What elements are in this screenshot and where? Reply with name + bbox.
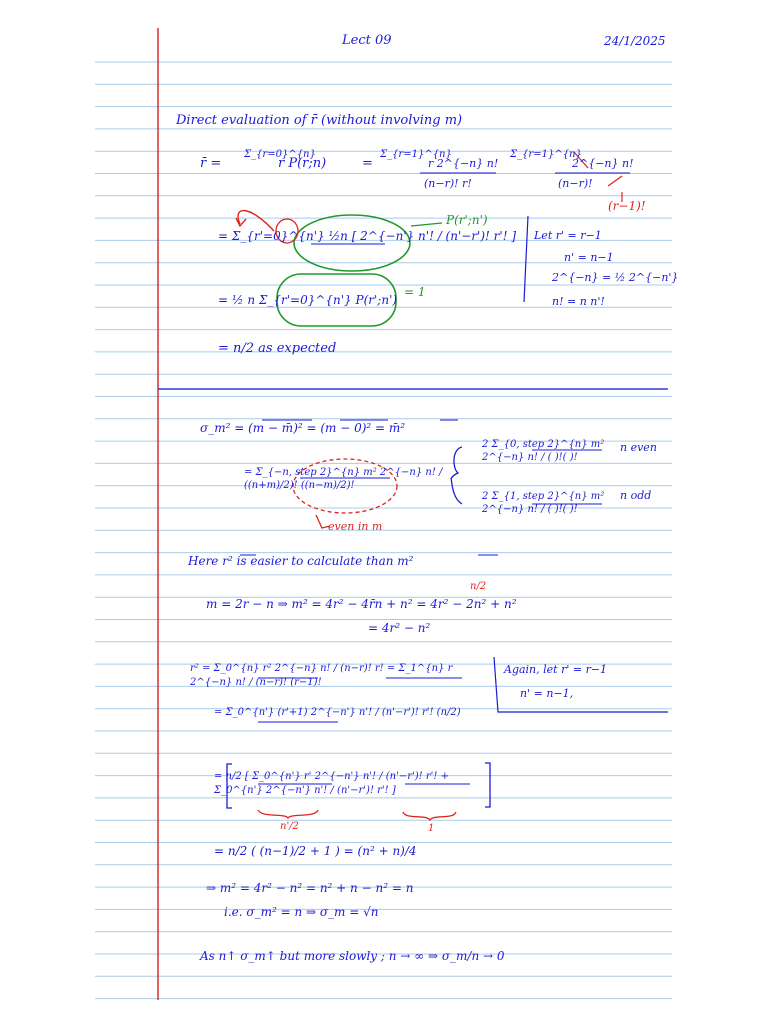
heading-direct-evaluation: Direct evaluation of r̄ (without involving m) xyxy=(176,113,463,128)
cancel-mark-2 xyxy=(608,176,622,186)
big-bracket-right xyxy=(485,763,490,807)
brace-1-label: n'/2 xyxy=(280,821,299,832)
r2-line-2: = Σ_0^{n'} (r'+1) 2^{−n'} n'! / (n'−r')! r'! (n/2) xyxy=(214,707,461,718)
again-note-line-2: n' = n−1, xyxy=(520,687,574,700)
r2-line-3: = n/2 [ Σ_0^{n'} r' 2^{−n'} n'! / (n'−r')! r'! + Σ_0^{n'} 2^{−n'} n'! / (n'−r')! r'! ] xyxy=(214,771,449,796)
eq1-frac-den: (n−r)! r! xyxy=(424,177,472,190)
r2-line: r² = Σ_0^{n} r² 2^{−n} n! / (n−r)! r! = Σ_1^{n} r 2^{−n} n! / (n−r)! (r−1)! xyxy=(190,663,453,688)
side-note-bar xyxy=(524,216,528,302)
red-brace-1 xyxy=(258,810,318,818)
eq1-frac2-den: (n−r)! xyxy=(558,177,593,190)
eq2: = Σ_{r'=0}^{n'} ½n [ 2^{−n'} n'! / (n'−r')! r'! ] xyxy=(218,229,517,243)
eq4: = n/2 as expected xyxy=(218,341,337,356)
eq1-frac-num: r 2^{−n} n! xyxy=(428,157,499,170)
again-note-line-1: Again, let r' = r−1 xyxy=(504,663,608,676)
conclusion-line: As n↑ σ_m↑ but more slowly ; n → ∞ ⇒ σ_m/n → 0 xyxy=(200,949,505,963)
eq1-equals: = xyxy=(362,156,373,171)
eq1-term: r P(r;n) xyxy=(278,156,327,171)
case-even: 2 Σ_{0, step 2}^{n} m² 2^{−n} n! / ( )!( )! xyxy=(482,439,605,463)
result-line-1: ⇒ m² = 4r² − n² = n² + n − n² = n xyxy=(206,881,414,895)
side-note-line-4: n! = n n'! xyxy=(552,295,605,308)
page-title: Lect 09 xyxy=(342,33,392,48)
case-odd: 2 Σ_{1, step 2}^{n} m² 2^{−n} n! / ( )!( )! xyxy=(482,491,605,515)
red-arrow-loop xyxy=(238,211,274,231)
red-arrow-head xyxy=(236,218,246,226)
green-pointer-1 xyxy=(411,223,442,226)
m-line-2: = 4r² − n² xyxy=(368,621,431,635)
m-line: m = 2r − n ⇒ m² = 4r² − 4r̄n + n² = 4r² − 2n² + n² xyxy=(206,597,517,611)
brace-2-label: 1 xyxy=(428,823,435,834)
rule-lines xyxy=(95,62,672,999)
n-over-2-note: n/2 xyxy=(470,581,487,592)
eq1-cancel-note: (r−1)! xyxy=(608,199,646,213)
eq3: = ½ n Σ_{r'=0}^{n'} P(r';n') xyxy=(218,293,398,307)
eq1-sum: Σ_{r=0}^{n} xyxy=(244,149,316,160)
case-odd-label: n odd xyxy=(620,489,652,502)
r2-line-4: = n/2 ( (n−1)/2 + 1 ) = (n² + n)/4 xyxy=(214,844,417,858)
side-note-line-3: 2^{−n} = ½ 2^{−n'} xyxy=(552,271,679,284)
variance-line: σ_m² = (m − m̄)² = (m − 0)² = m̄² xyxy=(200,421,406,435)
here-line: Here r² is easier to calculate than m² xyxy=(188,554,414,568)
even-in-m-label: even in m xyxy=(328,520,383,533)
side-note-line-1: Let r' = r−1 xyxy=(534,229,602,242)
variance-sum: = Σ_{−n, step 2}^{n} m² 2^{−n} n! / ((n+m)/2)! ((n−m)/2)! xyxy=(244,467,443,491)
side-note-line-2: n' = n−1 xyxy=(564,251,614,264)
eq3-label: = 1 xyxy=(404,285,426,299)
eq2-label: P(r';n') xyxy=(446,213,488,227)
eq1-lhs: r̄ = xyxy=(200,156,222,171)
page-date: 24/1/2025 xyxy=(604,34,666,48)
eq1-sum2: Σ_{r=1}^{n} xyxy=(380,149,452,160)
red-brace-2 xyxy=(403,812,456,820)
result-line-2: i.e. σ_m² = n ⇒ σ_m = √n xyxy=(224,905,379,919)
eq1-sum3: Σ_{r=1}^{n} xyxy=(510,149,582,160)
case-even-label: n even xyxy=(620,441,657,454)
eq1-frac2-num: 2^{−n} n! xyxy=(572,157,634,170)
